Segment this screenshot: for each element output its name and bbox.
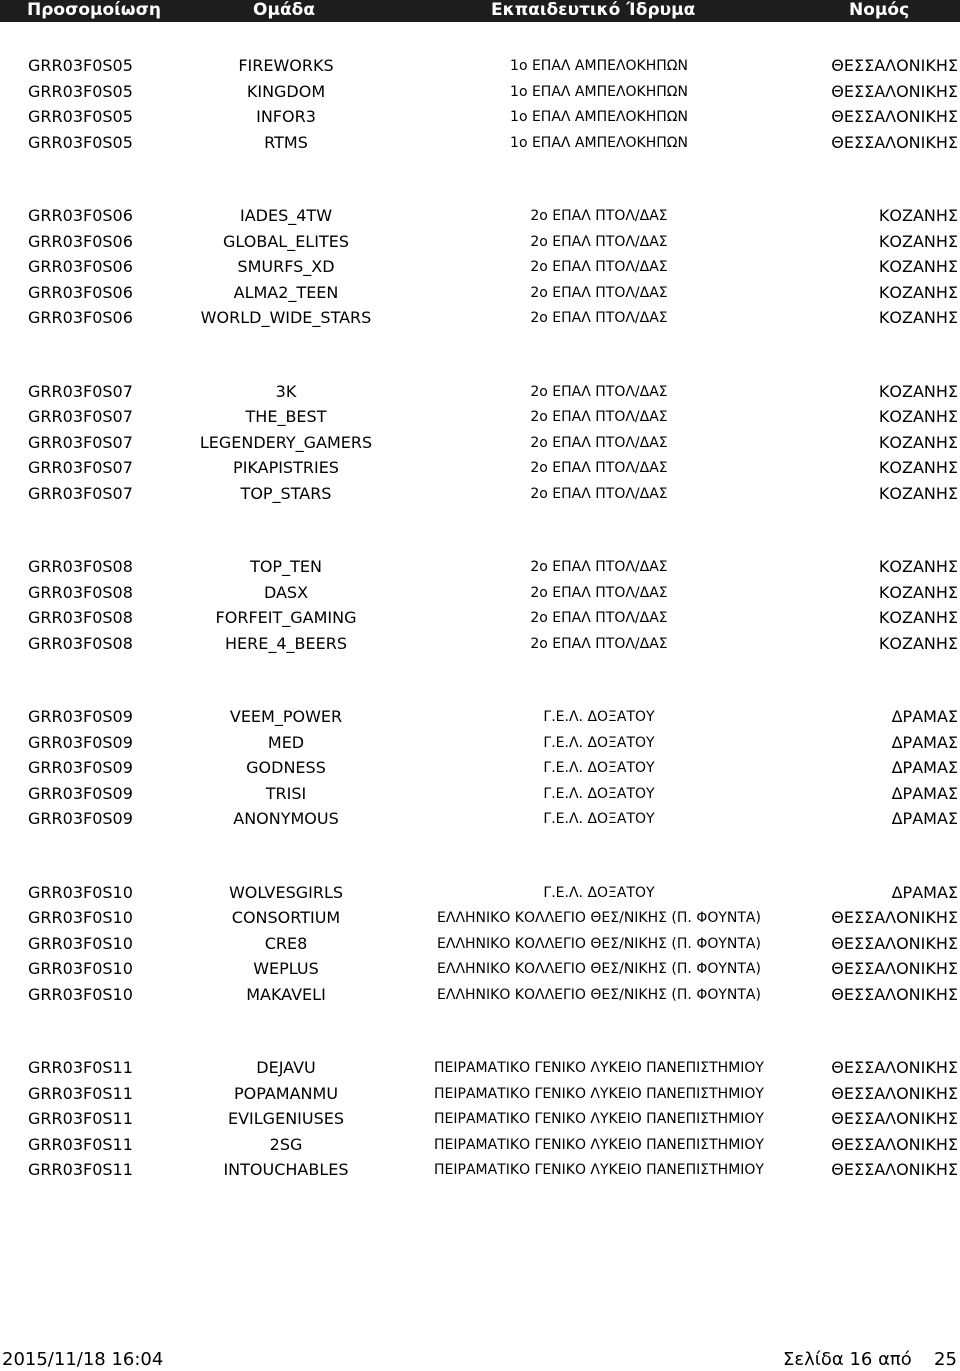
cell-simulation: GRR03F0S06 — [28, 308, 133, 327]
cell-prefecture: ΚΟΖΑΝΗΣ — [878, 257, 958, 276]
cell-simulation: GRR03F0S07 — [28, 381, 133, 401]
cell-institution: ΠΕΙΡΑΜΑΤΙΚΟ ΓΕΝΙΚΟ ΛΥΚΕΙΟ ΠΑΝΕΠΙΣΤΗΜΙΟΥ — [434, 1162, 764, 1178]
footer-timestamp: 2015/11/18 16:04 — [2, 1349, 164, 1370]
cell-prefecture: ΔΡΑΜΑΣ — [891, 783, 958, 803]
cell-team: DASX — [263, 582, 309, 602]
cell-simulation: GRR03F0S11 — [28, 1058, 133, 1077]
cell-prefecture: ΘΕΣΣΑΛΟΝΙΚΗΣ — [831, 1134, 958, 1154]
cell-institution: Γ.Ε.Λ. ΔΟΞΑΤΟΥ — [543, 709, 655, 725]
cell-simulation: GRR03F0S08 — [28, 633, 133, 653]
footer-page-total: 25 — [934, 1349, 957, 1370]
cell-prefecture: ΘΕΣΣΑΛΟΝΙΚΗΣ — [831, 908, 958, 927]
cell-team: TOP_TEN — [250, 557, 322, 576]
cell-institution: ΠΕΙΡΑΜΑΤΙΚΟ ΓΕΝΙΚΟ ΛΥΚΕΙΟ ΠΑΝΕΠΙΣΤΗΜΙΟΥ — [434, 1111, 764, 1127]
cell-team: LEGENDERY_GAMERS — [199, 432, 373, 452]
cell-institution: Γ.Ε.Λ. ΔΟΞΑΤΟΥ — [543, 734, 655, 751]
cell-simulation: GRR03F0S09 — [28, 758, 133, 777]
cell-prefecture: ΚΟΖΑΝΗΣ — [878, 282, 958, 302]
cell-simulation: GRR03F0S11 — [28, 1109, 133, 1128]
header-team: Ομάδα — [253, 0, 315, 20]
cell-institution: ΠΕΙΡΑΜΑΤΙΚΟ ΓΕΝΙΚΟ ΛΥΚΕΙΟ ΠΑΝΕΠΙΣΤΗΜΙΟΥ — [434, 1085, 764, 1102]
cell-simulation: GRR03F0S06 — [28, 206, 133, 225]
cell-team: MED — [267, 732, 305, 752]
cell-team: WOLVESGIRLS — [228, 882, 344, 902]
cell-institution: 1ο ΕΠΑΛ ΑΜΠΕΛΟΚΗΠΩΝ — [510, 134, 688, 151]
cell-simulation: GRR03F0S07 — [28, 432, 133, 452]
cell-simulation: GRR03F0S06 — [28, 231, 133, 251]
cell-institution: 1ο ΕΠΑΛ ΑΜΠΕΛΟΚΗΠΩΝ — [510, 58, 688, 74]
cell-prefecture: ΘΕΣΣΑΛΟΝΙΚΗΣ — [831, 984, 958, 1004]
cell-institution: 1ο ΕΠΑΛ ΑΜΠΕΛΟΚΗΠΩΝ — [510, 83, 688, 100]
cell-prefecture: ΔΡΑΜΑΣ — [891, 707, 958, 726]
cell-prefecture: ΘΕΣΣΑΛΟΝΙΚΗΣ — [831, 81, 958, 101]
cell-team: IADES_4TW — [239, 206, 333, 225]
cell-team: RTMS — [264, 132, 308, 152]
cell-prefecture: ΘΕΣΣΑΛΟΝΙΚΗΣ — [831, 132, 958, 152]
cell-simulation: GRR03F0S05 — [28, 132, 133, 152]
cell-simulation: GRR03F0S08 — [28, 608, 133, 627]
cell-simulation: GRR03F0S10 — [28, 933, 133, 953]
cell-institution: Γ.Ε.Λ. ΔΟΞΑΤΟΥ — [543, 760, 655, 776]
cell-prefecture: ΔΡΑΜΑΣ — [891, 732, 958, 752]
cell-prefecture: ΘΕΣΣΑΛΟΝΙΚΗΣ — [831, 933, 958, 953]
cell-institution: 2ο ΕΠΑΛ ΠΤΟΛ/ΔΑΣ — [530, 233, 668, 250]
cell-prefecture: ΔΡΑΜΑΣ — [891, 809, 958, 828]
cell-simulation: GRR03F0S11 — [28, 1160, 133, 1179]
cell-team: WEPLUS — [253, 959, 319, 978]
cell-team: ALMA2_TEEN — [233, 282, 339, 302]
cell-simulation: GRR03F0S11 — [28, 1083, 133, 1103]
cell-team: INFOR3 — [256, 107, 316, 126]
cell-team: THE_BEST — [245, 407, 327, 426]
cell-team: HERE_4_BEERS — [224, 633, 348, 653]
cell-team: VEEM_POWER — [229, 707, 343, 726]
cell-prefecture: ΚΟΖΑΝΗΣ — [878, 231, 958, 251]
cell-team: WORLD_WIDE_STARS — [200, 308, 372, 327]
cell-prefecture: ΚΟΖΑΝΗΣ — [878, 582, 958, 602]
cell-institution: Γ.Ε.Λ. ΔΟΞΑΤΟΥ — [543, 785, 655, 802]
cell-simulation: GRR03F0S10 — [28, 959, 133, 978]
cell-prefecture: ΘΕΣΣΑΛΟΝΙΚΗΣ — [831, 56, 958, 75]
cell-prefecture: ΘΕΣΣΑΛΟΝΙΚΗΣ — [831, 1058, 958, 1077]
cell-simulation: GRR03F0S08 — [28, 582, 133, 602]
cell-prefecture: ΚΟΖΑΝΗΣ — [878, 557, 958, 576]
cell-team: ANONYMOUS — [233, 809, 339, 828]
header-simulation: Προσομοίωση — [27, 0, 161, 20]
cell-institution: ΕΛΛΗΝΙΚΟ ΚΟΛΛΕΓΙΟ ΘΕΣ/ΝΙΚΗΣ (Π. ΦΟΥΝΤΑ) — [437, 935, 761, 952]
cell-institution: ΕΛΛΗΝΙΚΟ ΚΟΛΛΕΓΙΟ ΘΕΣ/ΝΙΚΗΣ (Π. ΦΟΥΝΤΑ) — [437, 961, 761, 977]
cell-simulation: GRR03F0S07 — [28, 458, 133, 477]
footer-page-label: Σελίδα 16 από — [783, 1349, 912, 1370]
cell-simulation: GRR03F0S09 — [28, 783, 133, 803]
cell-prefecture: ΘΕΣΣΑΛΟΝΙΚΗΣ — [831, 1083, 958, 1103]
cell-prefecture: ΘΕΣΣΑΛΟΝΙΚΗΣ — [831, 1160, 958, 1179]
cell-institution: 2ο ΕΠΑΛ ΠΤΟΛ/ΔΑΣ — [530, 434, 668, 451]
cell-simulation: GRR03F0S06 — [28, 282, 133, 302]
cell-institution: 2ο ΕΠΑΛ ΠΤΟΛ/ΔΑΣ — [530, 383, 668, 400]
cell-team: CONSORTIUM — [231, 908, 341, 927]
cell-prefecture: ΔΡΑΜΑΣ — [891, 758, 958, 777]
cell-simulation: GRR03F0S10 — [28, 882, 133, 902]
cell-team: MAKAVELI — [246, 984, 326, 1004]
cell-simulation: GRR03F0S05 — [28, 107, 133, 126]
cell-team: PIKAPISTRIES — [233, 458, 339, 477]
cell-team: INTOUCHABLES — [223, 1160, 349, 1179]
cell-simulation: GRR03F0S07 — [28, 407, 133, 426]
cell-prefecture: ΘΕΣΣΑΛΟΝΙΚΗΣ — [831, 959, 958, 978]
cell-simulation: GRR03F0S09 — [28, 809, 133, 828]
cell-prefecture: ΚΟΖΑΝΗΣ — [878, 407, 958, 426]
cell-institution: 2ο ΕΠΑΛ ΠΤΟΛ/ΔΑΣ — [530, 310, 668, 326]
cell-prefecture: ΚΟΖΑΝΗΣ — [878, 633, 958, 653]
header-prefecture: Νομός — [849, 0, 910, 20]
cell-prefecture: ΚΟΖΑΝΗΣ — [878, 206, 958, 225]
cell-team: POPAMANMU — [233, 1083, 339, 1103]
cell-institution: 1ο ΕΠΑΛ ΑΜΠΕΛΟΚΗΠΩΝ — [510, 109, 688, 125]
cell-institution: Γ.Ε.Λ. ΔΟΞΑΤΟΥ — [543, 811, 655, 827]
cell-team: EVILGENIUSES — [227, 1109, 345, 1128]
cell-team: GODNESS — [246, 758, 326, 777]
cell-team: SMURFS_XD — [237, 257, 335, 276]
cell-institution: 2ο ΕΠΑΛ ΠΤΟΛ/ΔΑΣ — [530, 284, 668, 301]
cell-institution: ΠΕΙΡΑΜΑΤΙΚΟ ΓΕΝΙΚΟ ΛΥΚΕΙΟ ΠΑΝΕΠΙΣΤΗΜΙΟΥ — [434, 1136, 764, 1153]
cell-team: FORFEIT_GAMING — [215, 608, 357, 627]
cell-prefecture: ΚΟΖΑΝΗΣ — [878, 308, 958, 327]
cell-prefecture: ΚΟΖΑΝΗΣ — [878, 381, 958, 401]
cell-institution: ΠΕΙΡΑΜΑΤΙΚΟ ΓΕΝΙΚΟ ΛΥΚΕΙΟ ΠΑΝΕΠΙΣΤΗΜΙΟΥ — [434, 1060, 764, 1076]
cell-simulation: GRR03F0S08 — [28, 557, 133, 576]
cell-simulation: GRR03F0S05 — [28, 56, 133, 75]
cell-prefecture: ΚΟΖΑΝΗΣ — [878, 608, 958, 627]
cell-institution: 2ο ΕΠΑΛ ΠΤΟΛ/ΔΑΣ — [530, 584, 668, 601]
cell-prefecture: ΚΟΖΑΝΗΣ — [878, 483, 958, 503]
cell-institution: 2ο ΕΠΑΛ ΠΤΟΛ/ΔΑΣ — [530, 460, 668, 476]
cell-simulation: GRR03F0S07 — [28, 483, 133, 503]
cell-simulation: GRR03F0S10 — [28, 908, 133, 927]
cell-team: FIREWORKS — [238, 56, 334, 75]
cell-simulation: GRR03F0S05 — [28, 81, 133, 101]
header-institution: Εκπαιδευτικό Ίδρυμα — [491, 0, 696, 20]
cell-prefecture: ΘΕΣΣΑΛΟΝΙΚΗΣ — [831, 107, 958, 126]
cell-institution: ΕΛΛΗΝΙΚΟ ΚΟΛΛΕΓΙΟ ΘΕΣ/ΝΙΚΗΣ (Π. ΦΟΥΝΤΑ) — [437, 910, 761, 926]
cell-simulation: GRR03F0S10 — [28, 984, 133, 1004]
cell-institution: 2ο ΕΠΑΛ ΠΤΟΛ/ΔΑΣ — [530, 409, 668, 425]
cell-institution: 2ο ΕΠΑΛ ΠΤΟΛ/ΔΑΣ — [530, 485, 668, 502]
cell-simulation: GRR03F0S06 — [28, 257, 133, 276]
cell-institution: 2ο ΕΠΑΛ ΠΤΟΛ/ΔΑΣ — [530, 635, 668, 652]
cell-institution: ΕΛΛΗΝΙΚΟ ΚΟΛΛΕΓΙΟ ΘΕΣ/ΝΙΚΗΣ (Π. ΦΟΥΝΤΑ) — [437, 986, 761, 1003]
cell-team: KINGDOM — [246, 81, 326, 101]
cell-team: CRE8 — [264, 933, 308, 953]
cell-team: TOP_STARS — [240, 483, 332, 503]
cell-simulation: GRR03F0S11 — [28, 1134, 133, 1154]
cell-prefecture: ΚΟΖΑΝΗΣ — [878, 432, 958, 452]
cell-institution: 2ο ΕΠΑΛ ΠΤΟΛ/ΔΑΣ — [530, 559, 668, 575]
cell-institution: 2ο ΕΠΑΛ ΠΤΟΛ/ΔΑΣ — [530, 610, 668, 626]
cell-simulation: GRR03F0S09 — [28, 707, 133, 726]
cell-team: TRISI — [265, 783, 307, 803]
cell-team: 3K — [275, 381, 297, 401]
cell-team: 2SG — [269, 1134, 303, 1154]
cell-prefecture: ΔΡΑΜΑΣ — [891, 882, 958, 902]
cell-institution: 2ο ΕΠΑΛ ΠΤΟΛ/ΔΑΣ — [530, 259, 668, 275]
cell-prefecture: ΚΟΖΑΝΗΣ — [878, 458, 958, 477]
cell-prefecture: ΘΕΣΣΑΛΟΝΙΚΗΣ — [831, 1109, 958, 1128]
cell-simulation: GRR03F0S09 — [28, 732, 133, 752]
cell-team: GLOBAL_ELITES — [223, 231, 349, 251]
cell-institution: 2ο ΕΠΑΛ ΠΤΟΛ/ΔΑΣ — [530, 208, 668, 224]
cell-institution: Γ.Ε.Λ. ΔΟΞΑΤΟΥ — [543, 884, 655, 901]
cell-team: DEJAVU — [256, 1058, 316, 1077]
